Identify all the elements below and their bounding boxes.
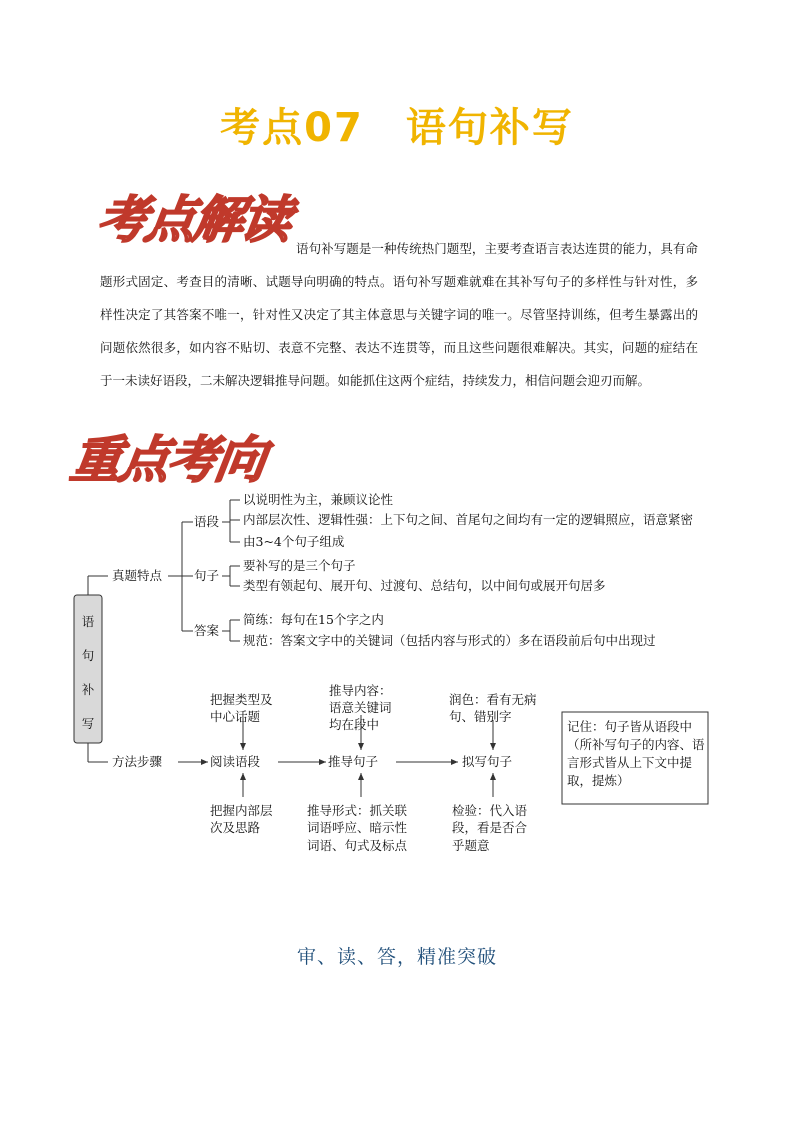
root-label-char: 补 [81, 682, 95, 697]
branch-label-features: 真题特点 [112, 568, 163, 583]
group-item: 内部层次性、逻辑性强：上下句之间、首尾句之间均有一定的逻辑照应，语意紧密 [243, 512, 694, 527]
root-label-char: 写 [81, 716, 95, 731]
group-item: 类型有领起句、展开句、过渡句、总结句，以中间句或展开句居多 [243, 578, 606, 593]
above-note: 把握类型及 [210, 692, 273, 707]
above-note: 均在段中 [329, 717, 380, 732]
above-note: 推导内容： [329, 683, 392, 698]
note-text: （所补写句子的内容、语 [567, 737, 705, 752]
section-heading-focus: 重点考向 [67, 431, 268, 489]
intro-paragraph [100, 232, 698, 397]
note-text: 记住：句子皆从语段中 [567, 719, 693, 734]
intro-text: 语句补写题是一种传统热门题型，主要考查语言表达连贯的能力，具有命题形式固定、考查目的清晰、试题导向明确的特点。语句补写题难就难在其补写句子的多样性与针对性，多样性决定了其答案不唯一，针对性又决定了其主体意思与关键字词的唯一。尽管坚持训练，但考生暴露出的问题依然很多，如内容不贴切、表意不完整、表达不连贯等，而且这些问题很难解决。其实，问题的症结在于一未读好语段，二未解决逻辑推导问题。如能抓住这两个症结，持续发力，相信问题会迎刃而解。 [100, 241, 698, 388]
branch-label-method: 方法步骤 [112, 754, 163, 769]
above-note: 语意关键词 [329, 700, 392, 715]
group-label: 句子 [194, 568, 220, 583]
above-note: 润色：看有无病 [449, 692, 537, 707]
below-note: 检验：代入语 [452, 803, 528, 818]
below-note: 段，看是否合 [452, 820, 528, 835]
note-text: 言形式皆从上下文中提 [567, 755, 693, 770]
below-note: 词语呼应、暗示性 [307, 820, 408, 835]
step-label: 阅读语段 [210, 754, 261, 769]
below-note: 次及思路 [210, 820, 261, 835]
above-note: 句、错别字 [449, 709, 512, 724]
root-label-char: 语 [81, 614, 95, 629]
group-item: 规范：答案文字中的关键词（包括内容与形式的）多在语段前后句中出现过 [243, 633, 656, 648]
group-item: 要补写的是三个句子 [243, 558, 356, 573]
slogan: 审、读、答，精准突破 [296, 946, 497, 968]
page-title: 考点07 语句补写 [220, 105, 574, 151]
above-note: 中心话题 [210, 709, 261, 724]
group-item: 由3~4个句子组成 [243, 534, 345, 549]
group-item: 简练：每句在15个字之内 [243, 612, 384, 627]
below-note: 把握内部层 [210, 803, 273, 818]
step-label: 拟写句子 [462, 754, 513, 769]
group-label: 语段 [194, 514, 220, 529]
note-text: 取，提炼） [567, 773, 630, 788]
group-item: 以说明性为主，兼顾议论性 [243, 492, 394, 507]
below-note: 乎题意 [452, 838, 490, 853]
mind-map-diagram [60, 485, 740, 870]
group-label: 答案 [194, 623, 220, 638]
below-note: 推导形式：抓关联 [307, 803, 408, 818]
root-label-char: 句 [81, 648, 95, 663]
section-heading-analysis: 考点解读 [93, 191, 294, 249]
step-label: 推导句子 [328, 754, 379, 769]
below-note: 词语、句式及标点 [307, 838, 408, 853]
